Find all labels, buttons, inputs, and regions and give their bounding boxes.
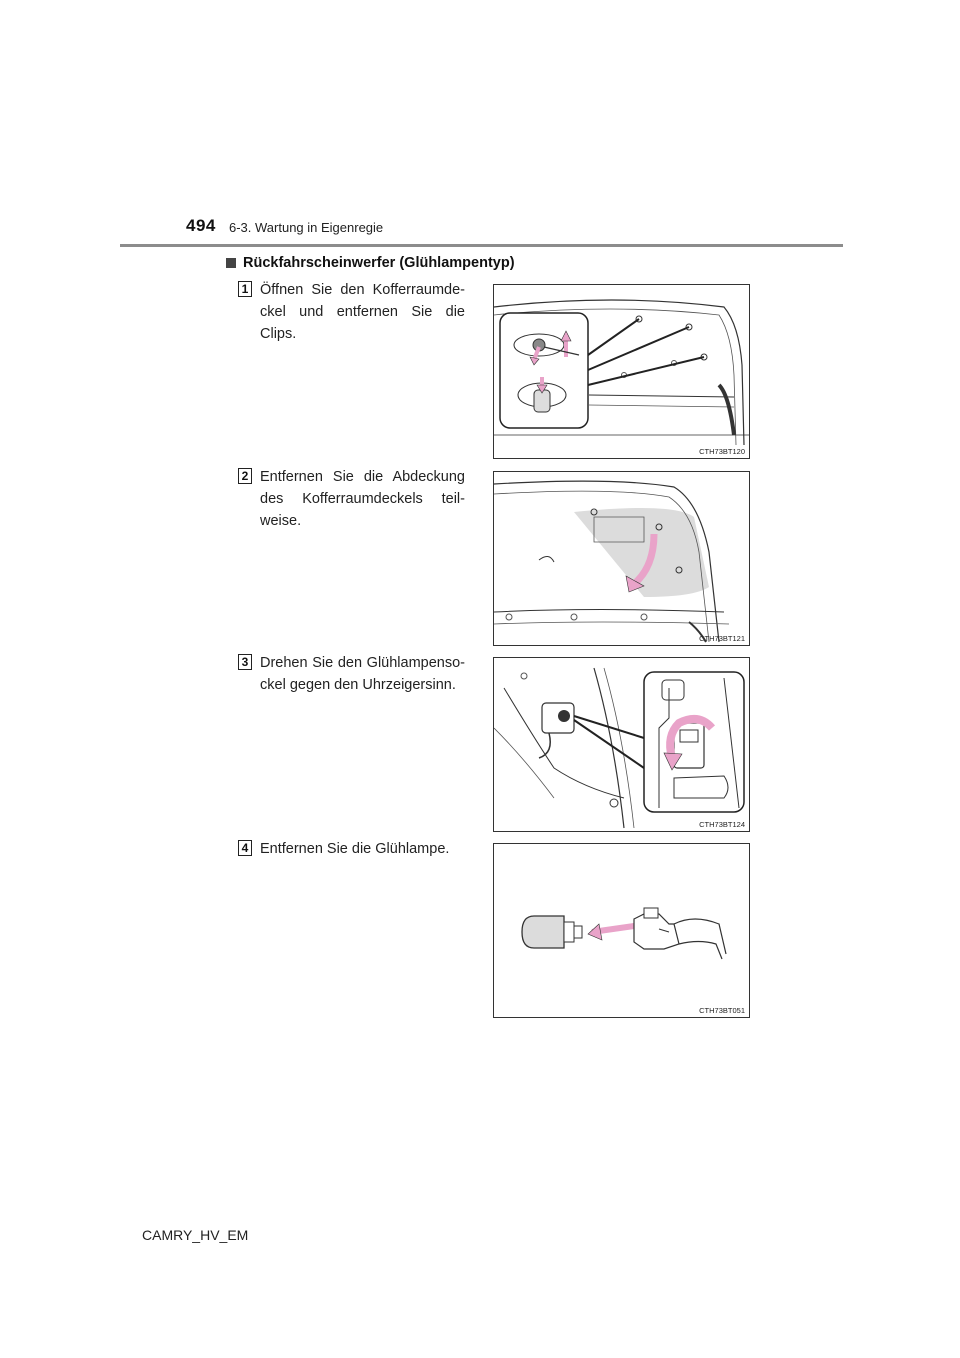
chapter-title: 6-3. Wartung in Eigenregie <box>229 220 384 235</box>
step-number-badge: 3 <box>238 654 252 670</box>
step-3 <box>238 652 465 696</box>
step-text: Entfernen Sie die Abdeckung des Kofferraumdeckels teil-weise. <box>260 469 465 529</box>
page-number: 494 <box>186 216 216 235</box>
bulb-socket-rotation-illustration <box>494 658 750 832</box>
step-number-badge: 4 <box>238 840 252 856</box>
header-rule <box>120 244 843 247</box>
figure-code: CTH73BT120 <box>699 447 745 456</box>
section-heading <box>226 255 515 271</box>
step-number-badge: 1 <box>238 281 252 297</box>
trunk-cover-illustration <box>494 472 750 646</box>
step-4 <box>238 838 465 860</box>
figure-step-2 <box>493 471 750 646</box>
figure-code: CTH73BT051 <box>699 1006 745 1015</box>
trunk-lid-clips-illustration <box>494 285 750 459</box>
figure-step-1 <box>493 284 750 459</box>
figure-step-3 <box>493 657 750 832</box>
bulb-removal-illustration <box>494 844 750 1018</box>
step-1 <box>238 279 465 345</box>
step-text: Drehen Sie den Glühlampenso-ckel gegen den Uhrzeigersinn. <box>260 655 465 693</box>
figure-code: CTH73BT121 <box>699 634 745 643</box>
square-bullet-icon <box>226 258 236 268</box>
figure-code: CTH73BT124 <box>699 820 745 829</box>
step-text: Entfernen Sie die Glühlampe. <box>260 841 450 857</box>
model-code: CAMRY_HV_EM <box>142 1227 249 1243</box>
figure-step-4 <box>493 843 750 1018</box>
step-2 <box>238 466 465 532</box>
step-number-badge: 2 <box>238 468 252 484</box>
step-text: Öffnen Sie den Kofferraumde-ckel und entfernen Sie die Clips. <box>260 282 465 342</box>
section-heading-text: Rückfahrscheinwerfer (Glühlampentyp) <box>243 255 515 271</box>
